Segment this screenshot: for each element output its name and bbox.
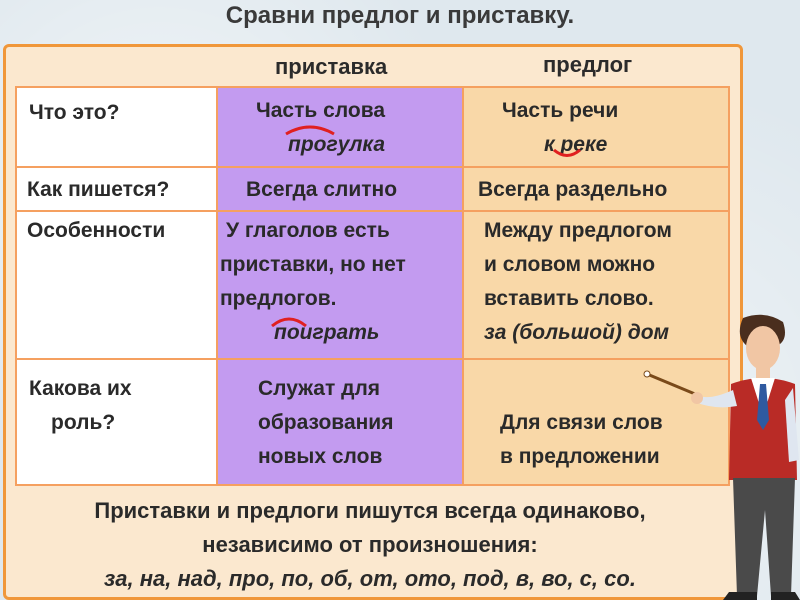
table-cell-prefix	[216, 210, 464, 360]
example-word: к реке	[544, 133, 608, 156]
row-label-line: Что это?	[29, 101, 120, 124]
table-cell-preposition	[462, 86, 730, 168]
table-cell-preposition	[462, 166, 730, 212]
cell-text-line: приставки, но нет	[220, 253, 406, 276]
table-cell-prefix	[216, 86, 464, 168]
cell-text-line: образования	[258, 411, 394, 434]
prefix-mark-arc	[284, 122, 336, 136]
row-label-line: роль?	[51, 411, 116, 434]
page-title: Сравни предлог и приставку.	[225, 2, 575, 29]
example-word: прогулка	[288, 133, 386, 156]
cell-text-line: Между предлогом	[484, 219, 672, 242]
cell-text-line: Всегда слитно	[246, 178, 398, 201]
table-row-label	[15, 358, 218, 486]
preposition-gap-mark	[552, 147, 582, 161]
cell-text-line: вставить слово.	[484, 287, 654, 310]
table-row-label	[15, 210, 218, 360]
cell-text-line: и словом можно	[484, 253, 656, 276]
rule-line-2: независимо от произношения:	[202, 532, 538, 557]
cell-text-line: Часть речи	[502, 99, 619, 122]
table-cell-prefix	[216, 166, 464, 212]
table-row-label	[15, 86, 218, 168]
prefix-mark-arc	[270, 314, 308, 328]
table-row-label	[15, 166, 218, 212]
cell-text-line: Служат для	[258, 377, 381, 400]
teacher-illustration	[625, 310, 800, 600]
cell-text-line: Часть слова	[256, 99, 386, 122]
comparison-table	[15, 86, 730, 486]
rule-examples: за, на, над, про, по, об, от, ото, под, в, во, с, со.	[104, 566, 636, 591]
cell-text-line: в предложении	[500, 445, 660, 468]
column-header-preposition: предлог	[543, 52, 633, 77]
example-phrase: за (большой) дом	[484, 321, 670, 344]
cell-text-line: новых слов	[258, 445, 383, 468]
row-label-line: Особенности	[27, 219, 166, 242]
rule-line-1: Приставки и предлоги пишутся всегда одинаково,	[94, 498, 646, 523]
row-label-line: Какова их	[29, 377, 132, 400]
cell-text-line: предлогов.	[220, 287, 337, 310]
column-header-prefix: приставка	[275, 54, 388, 79]
cell-text-line: У глаголов есть	[226, 219, 390, 242]
cell-text-line: Всегда раздельно	[478, 178, 668, 201]
table-cell-prefix	[216, 358, 464, 486]
example-word: поиграть	[274, 321, 380, 344]
cell-text-line: Для связи слов	[500, 411, 663, 434]
row-label-line: Как пишется?	[27, 178, 170, 201]
